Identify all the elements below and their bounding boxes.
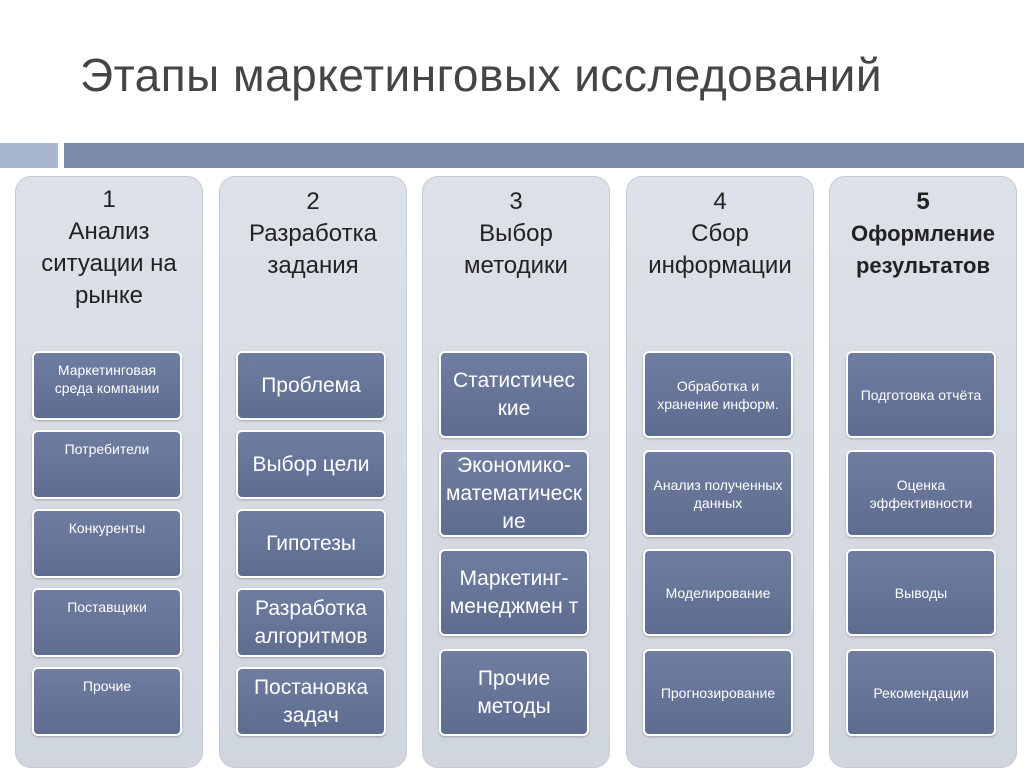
stage-4-number: 4 [713,188,727,215]
stage-4-header [626,186,814,282]
stage-2-item-2: Выбор цели [236,430,386,499]
stage-2-item-4: Разработка алгоритмов [236,588,386,657]
stage-2-item-1: Проблема [236,351,386,420]
stage-5-item-3: Выводы [846,549,996,636]
stage-4-title: Сбор информации [648,220,792,279]
stage-1-item-4: Поставщики [32,588,182,657]
accent-bar [64,143,1024,168]
stage-1-item-3: Конкуренты [32,509,182,578]
stage-4-item-3: Моделирование [643,549,793,636]
stage-3-item-2: Экономико-математическ ие [439,450,589,537]
stage-3-number: 3 [509,188,523,215]
stage-4-column [626,176,814,768]
stage-3-item-3: Маркетинг-менеджмен т [439,549,589,636]
stage-3-item-1: Статистичес кие [439,351,589,438]
accent-bar-left [0,143,58,168]
stage-5-column [829,176,1017,768]
stage-1-header [15,184,203,312]
page-title: Этапы маркетинговых исследований [80,49,883,101]
stage-1-item-1: Маркетинговая среда компании [32,351,182,420]
stage-3-header [422,186,610,282]
stage-4-item-2: Анализ полученных данных [643,450,793,537]
stage-4-item-1: Обработка и хранение информ. [643,351,793,438]
stage-5-item-2: Оценка эффективности [846,450,996,537]
stage-5-item-1: Подготовка отчёта [846,351,996,438]
stage-3-title: Выбор методики [464,220,568,279]
stage-5-title: Оформление результатов [851,221,995,278]
stage-1-column [15,176,203,768]
stage-2-number: 2 [306,188,320,215]
stage-5-item-4: Рекомендации [846,649,996,736]
stage-2-column [219,176,407,768]
stage-1-title: Анализ ситуации на рынке [41,218,177,309]
stage-4-item-4: Прогнозирование [643,649,793,736]
stage-5-header [829,186,1017,282]
stage-2-title: Разработка задания [249,220,377,279]
stage-3-column [422,176,610,768]
stage-1-item-5: Прочие [32,667,182,736]
stage-5-number: 5 [916,188,930,215]
stage-1-number: 1 [102,186,116,213]
stage-1-item-2: Потребители [32,430,182,499]
stage-2-item-3: Гипотезы [236,509,386,578]
stage-3-item-4: Прочие методы [439,649,589,736]
stage-2-header [219,186,407,282]
stage-2-item-5: Постановка задач [236,667,386,736]
